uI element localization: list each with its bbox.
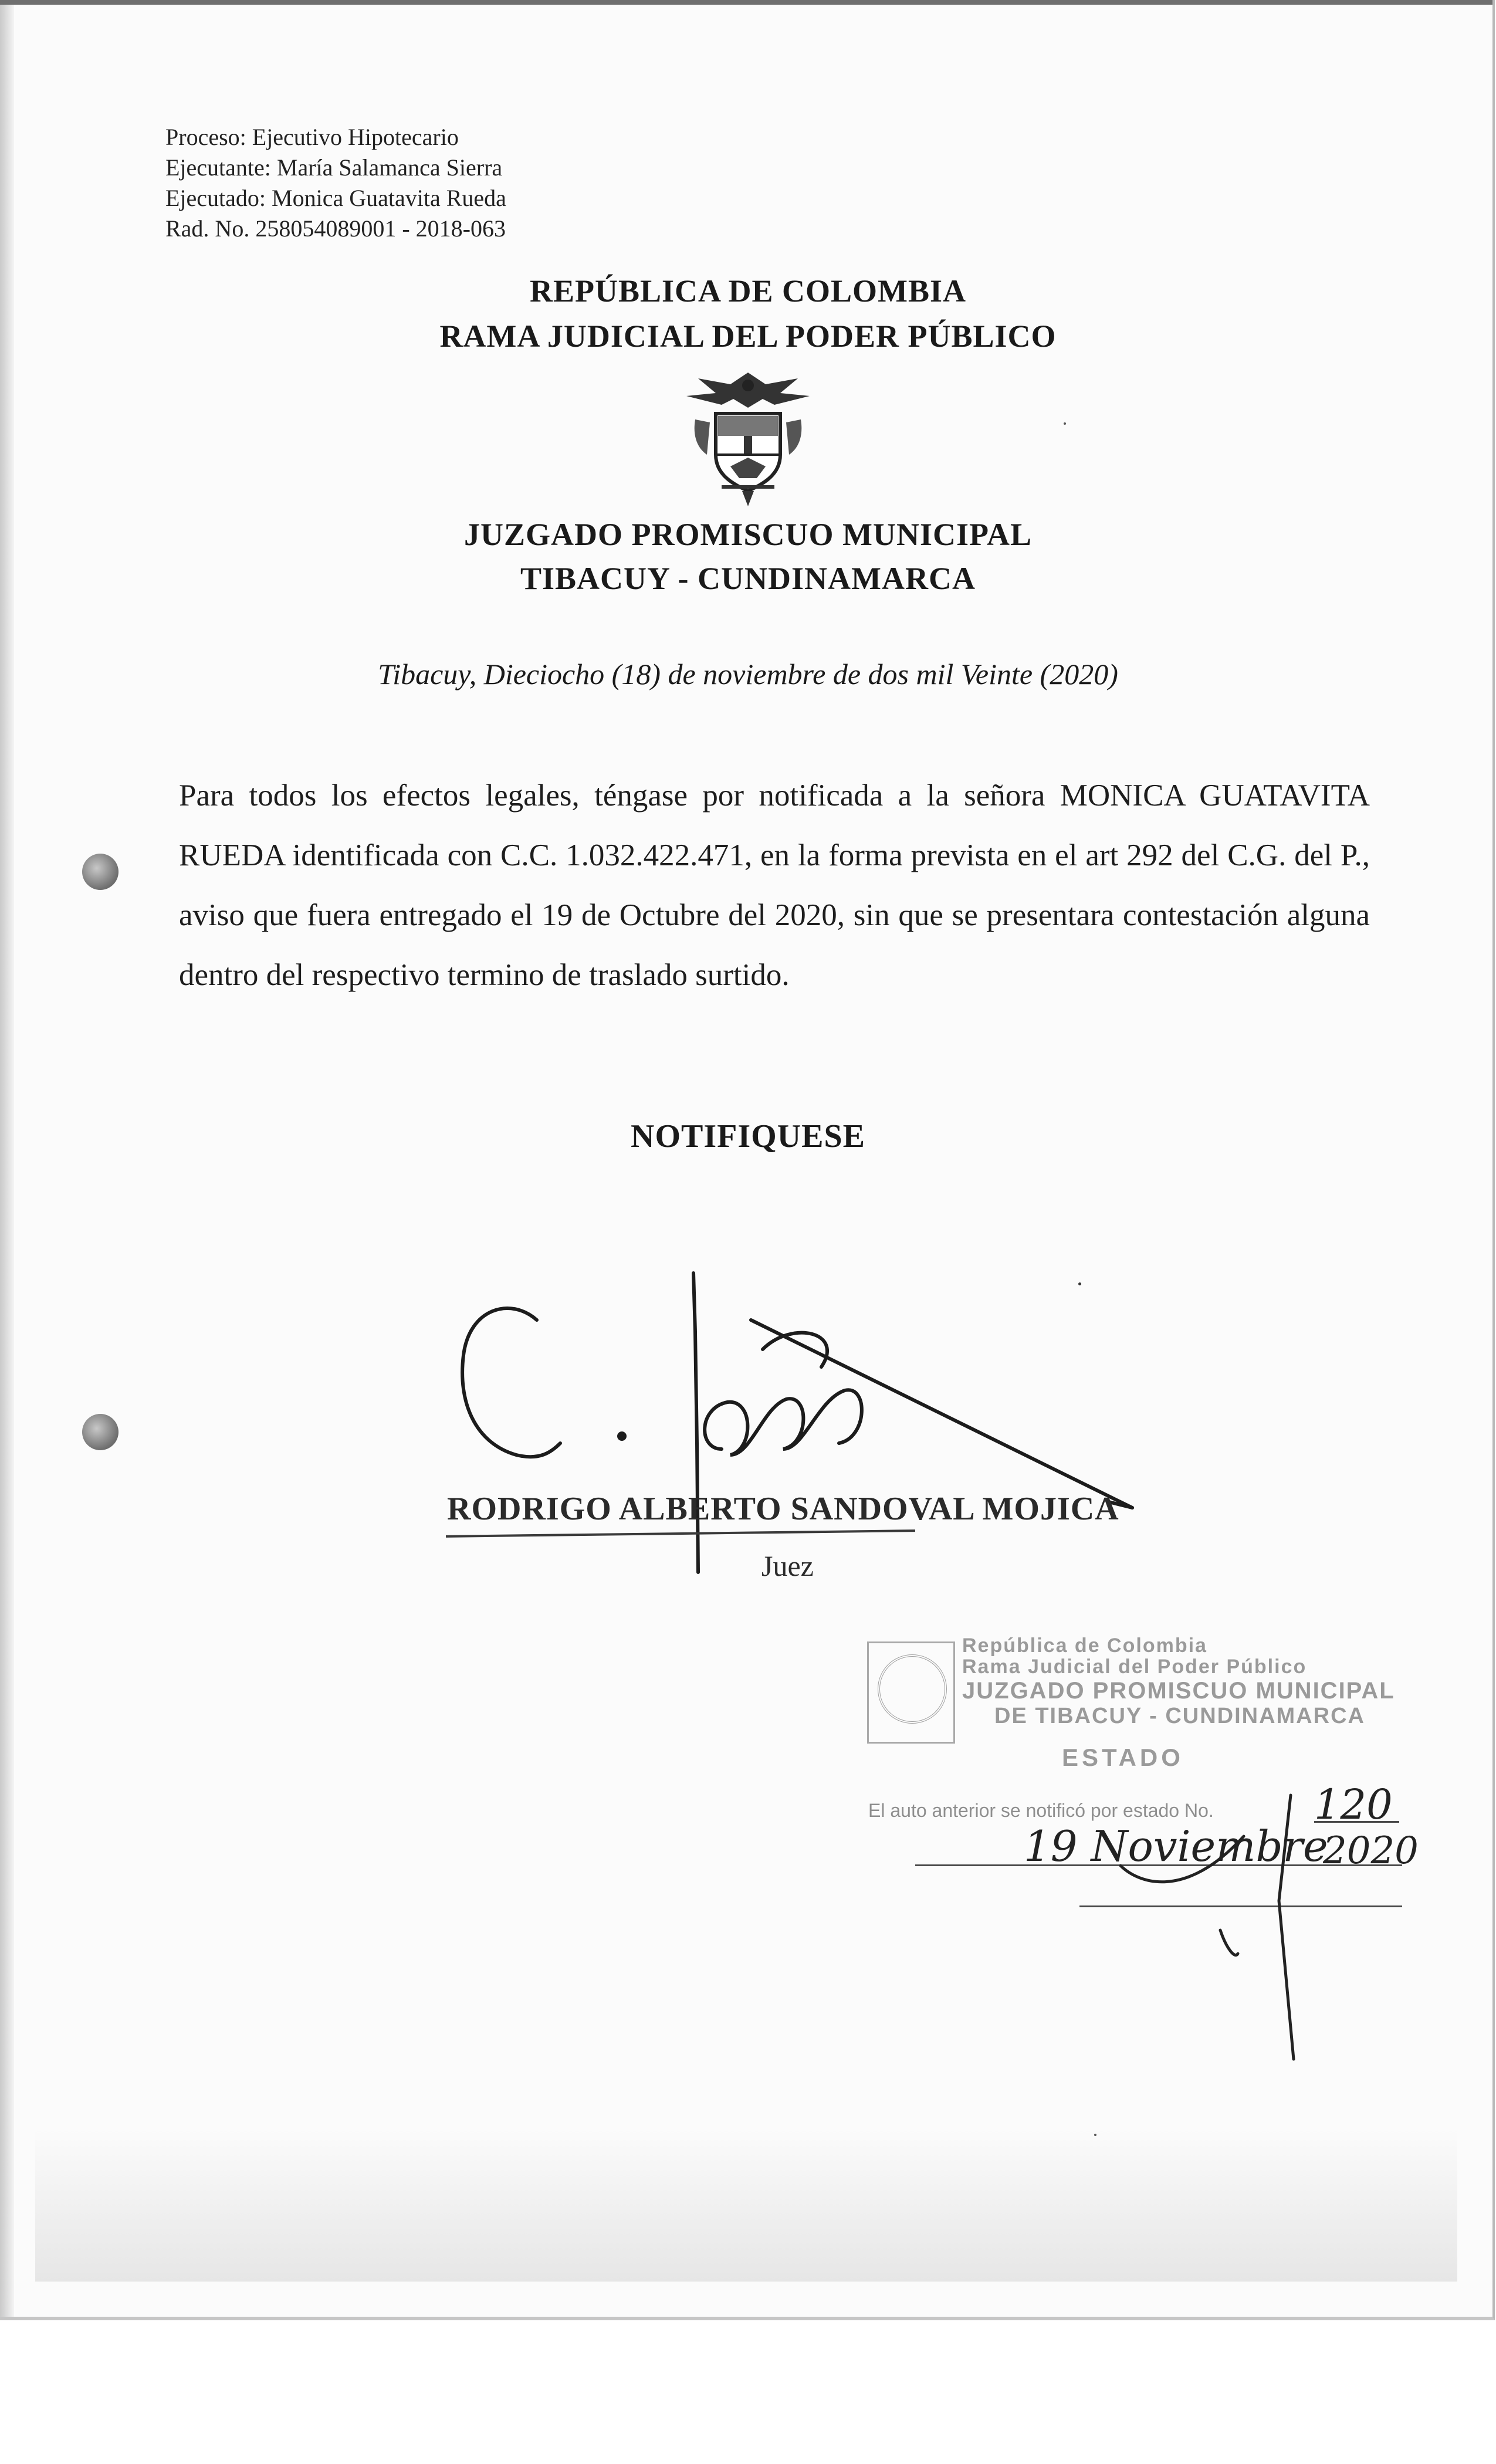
handwritten-initials <box>1115 1783 1361 2065</box>
case-process: Proceso: Ejecutivo Hipotecario <box>165 124 459 150</box>
stamp-line-branch: Rama Judicial del Poder Público <box>962 1656 1307 1678</box>
stamp-line-court: JUZGADO PROMISCUO MUNICIPAL <box>962 1678 1395 1704</box>
handwritten-estado-number: 120 <box>1314 1781 1393 1829</box>
scan-speck <box>1078 1282 1081 1285</box>
stamp-line-town: DE TIBACUY - CUNDINAMARCA <box>994 1704 1365 1728</box>
court-seal-icon <box>878 1654 947 1724</box>
colombia-coat-of-arms-icon <box>675 367 821 507</box>
date-line: Tibacuy, Dieciocho (18) de noviembre de dos mil Veinte (2020) <box>378 658 1118 691</box>
scan-top-edge <box>0 0 1492 5</box>
stamp-line-estado: ESTADO <box>1062 1744 1184 1771</box>
closing-notifiquese: NOTIFIQUESE <box>631 1118 865 1155</box>
scan-speck <box>1064 422 1066 425</box>
stamp-form-auto: El auto anterior se notificó por estado No. <box>868 1800 1214 1821</box>
case-defendant: Ejecutado: Monica Guatavita Rueda <box>165 185 506 211</box>
header-town: TIBACUY - CUNDINAMARCA <box>520 561 976 596</box>
punch-hole <box>82 1414 119 1450</box>
handwritten-year: 2020 <box>1323 1829 1419 1873</box>
case-plaintiff: Ejecutante: María Salamanca Sierra <box>165 154 503 181</box>
header-republic: REPÚBLICA DE COLOMBIA <box>529 273 967 309</box>
stamp-line-republic: República de Colombia <box>962 1634 1207 1657</box>
judge-name: RODRIGO ALBERTO SANDOVAL MOJICA <box>447 1491 1119 1527</box>
judge-title: Juez <box>761 1549 814 1582</box>
header-court: JUZGADO PROMISCUO MUNICIPAL <box>464 517 1032 552</box>
handwritten-date: 19 Noviembre <box>1024 1822 1328 1871</box>
header-judicial-branch: RAMA JUDICIAL DEL PODER PÚBLICO <box>439 319 1057 354</box>
body-paragraph: Para todos los efectos legales, téngase por notificada a la señora MONICA GUATAVITA RUEDA identificada con C.C. 1.032.422.471, en la forma prevista en el art 292 del C.G. del P., aviso que fuera entregado el 19 de Octubre del 2020, sin que se presentara contestación alguna dentro del respectivo termino de traslado surtido. <box>179 779 1370 992</box>
punch-hole <box>82 854 119 890</box>
case-number: Rad. No. 258054089001 - 2018-063 <box>165 215 506 242</box>
scan-speck <box>1094 2134 1096 2136</box>
case-info-block <box>165 122 506 244</box>
